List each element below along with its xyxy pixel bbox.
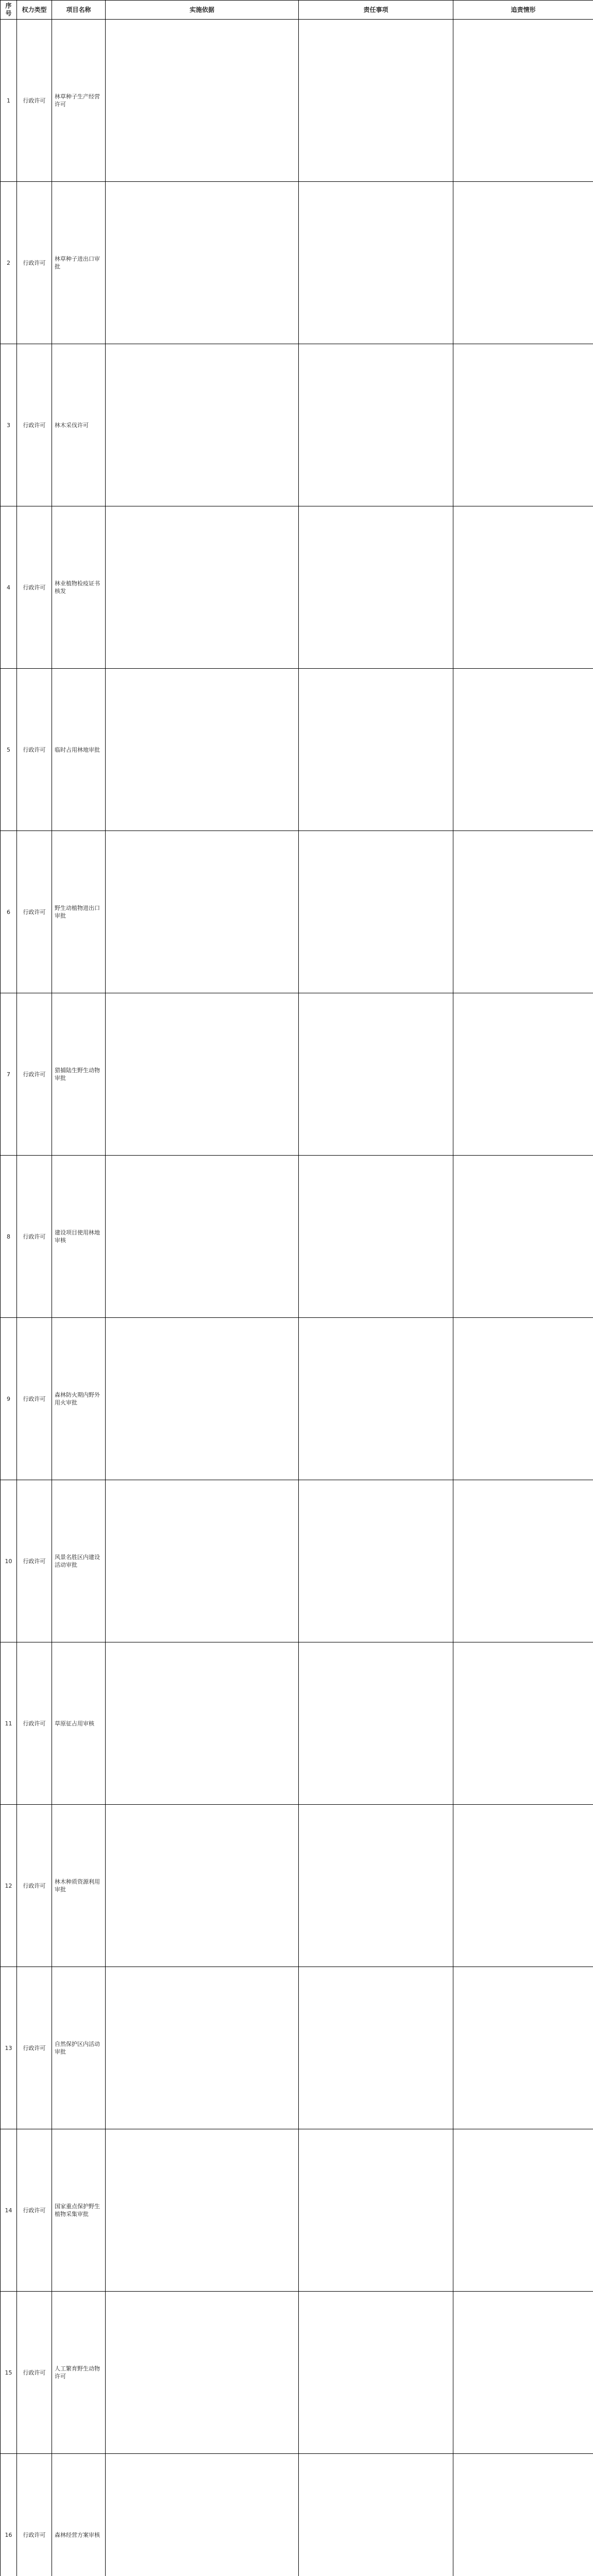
row-accountability-text <box>453 2129 593 2292</box>
row-number: 6 <box>1 831 17 993</box>
row-item-name: 林木采伐许可 <box>52 344 106 506</box>
table-row <box>1 2129 593 2292</box>
row-accountability-text <box>453 1967 593 2129</box>
header-resp: 责任事项 <box>299 1 453 20</box>
row-power-type: 行政许可 <box>17 2454 52 2576</box>
row-responsibility-text <box>299 20 453 182</box>
table-row <box>1 1480 593 1642</box>
row-number: 13 <box>1 1967 17 2129</box>
table-row <box>1 993 593 1156</box>
header-row <box>1 1 593 20</box>
row-accountability-text <box>453 20 593 182</box>
row-basis-text <box>106 1805 299 1967</box>
header-basis: 实施依据 <box>106 1 299 20</box>
table-row <box>1 2454 593 2576</box>
row-number: 9 <box>1 1318 17 1480</box>
row-basis-text <box>106 1480 299 1642</box>
row-number: 12 <box>1 1805 17 1967</box>
row-power-type: 行政许可 <box>17 1642 52 1805</box>
row-responsibility-text <box>299 1967 453 2129</box>
row-basis-text <box>106 506 299 669</box>
row-accountability-text <box>453 1480 593 1642</box>
row-responsibility-text <box>299 2129 453 2292</box>
row-item-name: 林草种子进出口审批 <box>52 182 106 344</box>
row-power-type: 行政许可 <box>17 344 52 506</box>
row-responsibility-text <box>299 669 453 831</box>
row-responsibility-text <box>299 2292 453 2454</box>
row-basis-text <box>106 344 299 506</box>
row-basis-text <box>106 669 299 831</box>
row-basis-text <box>106 1642 299 1805</box>
row-item-name: 森林经营方案审核 <box>52 2454 106 2576</box>
row-accountability-text <box>453 1156 593 1318</box>
header-no: 序号 <box>1 1 17 20</box>
row-accountability-text <box>453 1805 593 1967</box>
row-accountability-text <box>453 1318 593 1480</box>
row-power-type: 行政许可 <box>17 2129 52 2292</box>
row-responsibility-text <box>299 1480 453 1642</box>
table-row <box>1 1642 593 1805</box>
table-row <box>1 831 593 993</box>
row-accountability-text <box>453 2454 593 2576</box>
table-row <box>1 669 593 831</box>
table-row <box>1 506 593 669</box>
row-power-type: 行政许可 <box>17 506 52 669</box>
row-power-type: 行政许可 <box>17 182 52 344</box>
row-responsibility-text <box>299 1642 453 1805</box>
table-row <box>1 344 593 506</box>
row-item-name: 野生动植物进出口审批 <box>52 831 106 993</box>
row-item-name: 国家重点保护野生植物采集审批 <box>52 2129 106 2292</box>
table-row <box>1 1967 593 2129</box>
table-row <box>1 182 593 344</box>
row-item-name: 林草种子生产经营许可 <box>52 20 106 182</box>
row-basis-text <box>106 1318 299 1480</box>
row-accountability-text <box>453 344 593 506</box>
row-accountability-text <box>453 1642 593 1805</box>
row-item-name: 林木种质资源利用审批 <box>52 1805 106 1967</box>
row-responsibility-text <box>299 1156 453 1318</box>
row-responsibility-text <box>299 1805 453 1967</box>
row-basis-text <box>106 2292 299 2454</box>
row-responsibility-text <box>299 831 453 993</box>
row-power-type: 行政许可 <box>17 1805 52 1967</box>
row-accountability-text <box>453 506 593 669</box>
row-number: 5 <box>1 669 17 831</box>
row-accountability-text <box>453 669 593 831</box>
table-row <box>1 2292 593 2454</box>
row-basis-text <box>106 2454 299 2576</box>
row-power-type: 行政许可 <box>17 831 52 993</box>
row-responsibility-text <box>299 182 453 344</box>
table-row <box>1 1156 593 1318</box>
row-power-type: 行政许可 <box>17 1156 52 1318</box>
row-number: 4 <box>1 506 17 669</box>
row-item-name: 森林防火期内野外用火审批 <box>52 1318 106 1480</box>
row-basis-text <box>106 182 299 344</box>
table-row <box>1 1318 593 1480</box>
row-power-type: 行政许可 <box>17 2292 52 2454</box>
header-name: 项目名称 <box>52 1 106 20</box>
row-basis-text <box>106 993 299 1156</box>
header-acct: 追责情形 <box>453 1 593 20</box>
row-accountability-text <box>453 2292 593 2454</box>
header-type: 权力类型 <box>17 1 52 20</box>
row-number: 2 <box>1 182 17 344</box>
row-accountability-text <box>453 182 593 344</box>
row-number: 16 <box>1 2454 17 2576</box>
row-power-type: 行政许可 <box>17 993 52 1156</box>
row-number: 3 <box>1 344 17 506</box>
row-responsibility-text <box>299 2454 453 2576</box>
row-responsibility-text <box>299 993 453 1156</box>
row-item-name: 林业植物检疫证书核发 <box>52 506 106 669</box>
row-responsibility-text <box>299 1318 453 1480</box>
row-number: 7 <box>1 993 17 1156</box>
row-item-name: 猎捕陆生野生动物审批 <box>52 993 106 1156</box>
row-item-name: 自然保护区内活动审批 <box>52 1967 106 2129</box>
row-basis-text <box>106 831 299 993</box>
row-power-type: 行政许可 <box>17 1318 52 1480</box>
row-number: 1 <box>1 20 17 182</box>
row-responsibility-text <box>299 506 453 669</box>
row-power-type: 行政许可 <box>17 20 52 182</box>
row-power-type: 行政许可 <box>17 1480 52 1642</box>
row-basis-text <box>106 1156 299 1318</box>
row-basis-text <box>106 2129 299 2292</box>
row-basis-text <box>106 1967 299 2129</box>
row-number: 14 <box>1 2129 17 2292</box>
row-accountability-text <box>453 993 593 1156</box>
table-row <box>1 1805 593 1967</box>
row-number: 11 <box>1 1642 17 1805</box>
row-accountability-text <box>453 831 593 993</box>
row-item-name: 临时占用林地审批 <box>52 669 106 831</box>
row-item-name: 人工繁育野生动物许可 <box>52 2292 106 2454</box>
row-number: 10 <box>1 1480 17 1642</box>
table-row <box>1 20 593 182</box>
row-item-name: 风景名胜区内建设活动审批 <box>52 1480 106 1642</box>
row-basis-text <box>106 20 299 182</box>
row-power-type: 行政许可 <box>17 1967 52 2129</box>
row-number: 15 <box>1 2292 17 2454</box>
row-power-type: 行政许可 <box>17 669 52 831</box>
row-number: 8 <box>1 1156 17 1318</box>
row-item-name: 草原征占用审核 <box>52 1642 106 1805</box>
row-item-name: 建设项目使用林地审核 <box>52 1156 106 1318</box>
row-responsibility-text <box>299 344 453 506</box>
